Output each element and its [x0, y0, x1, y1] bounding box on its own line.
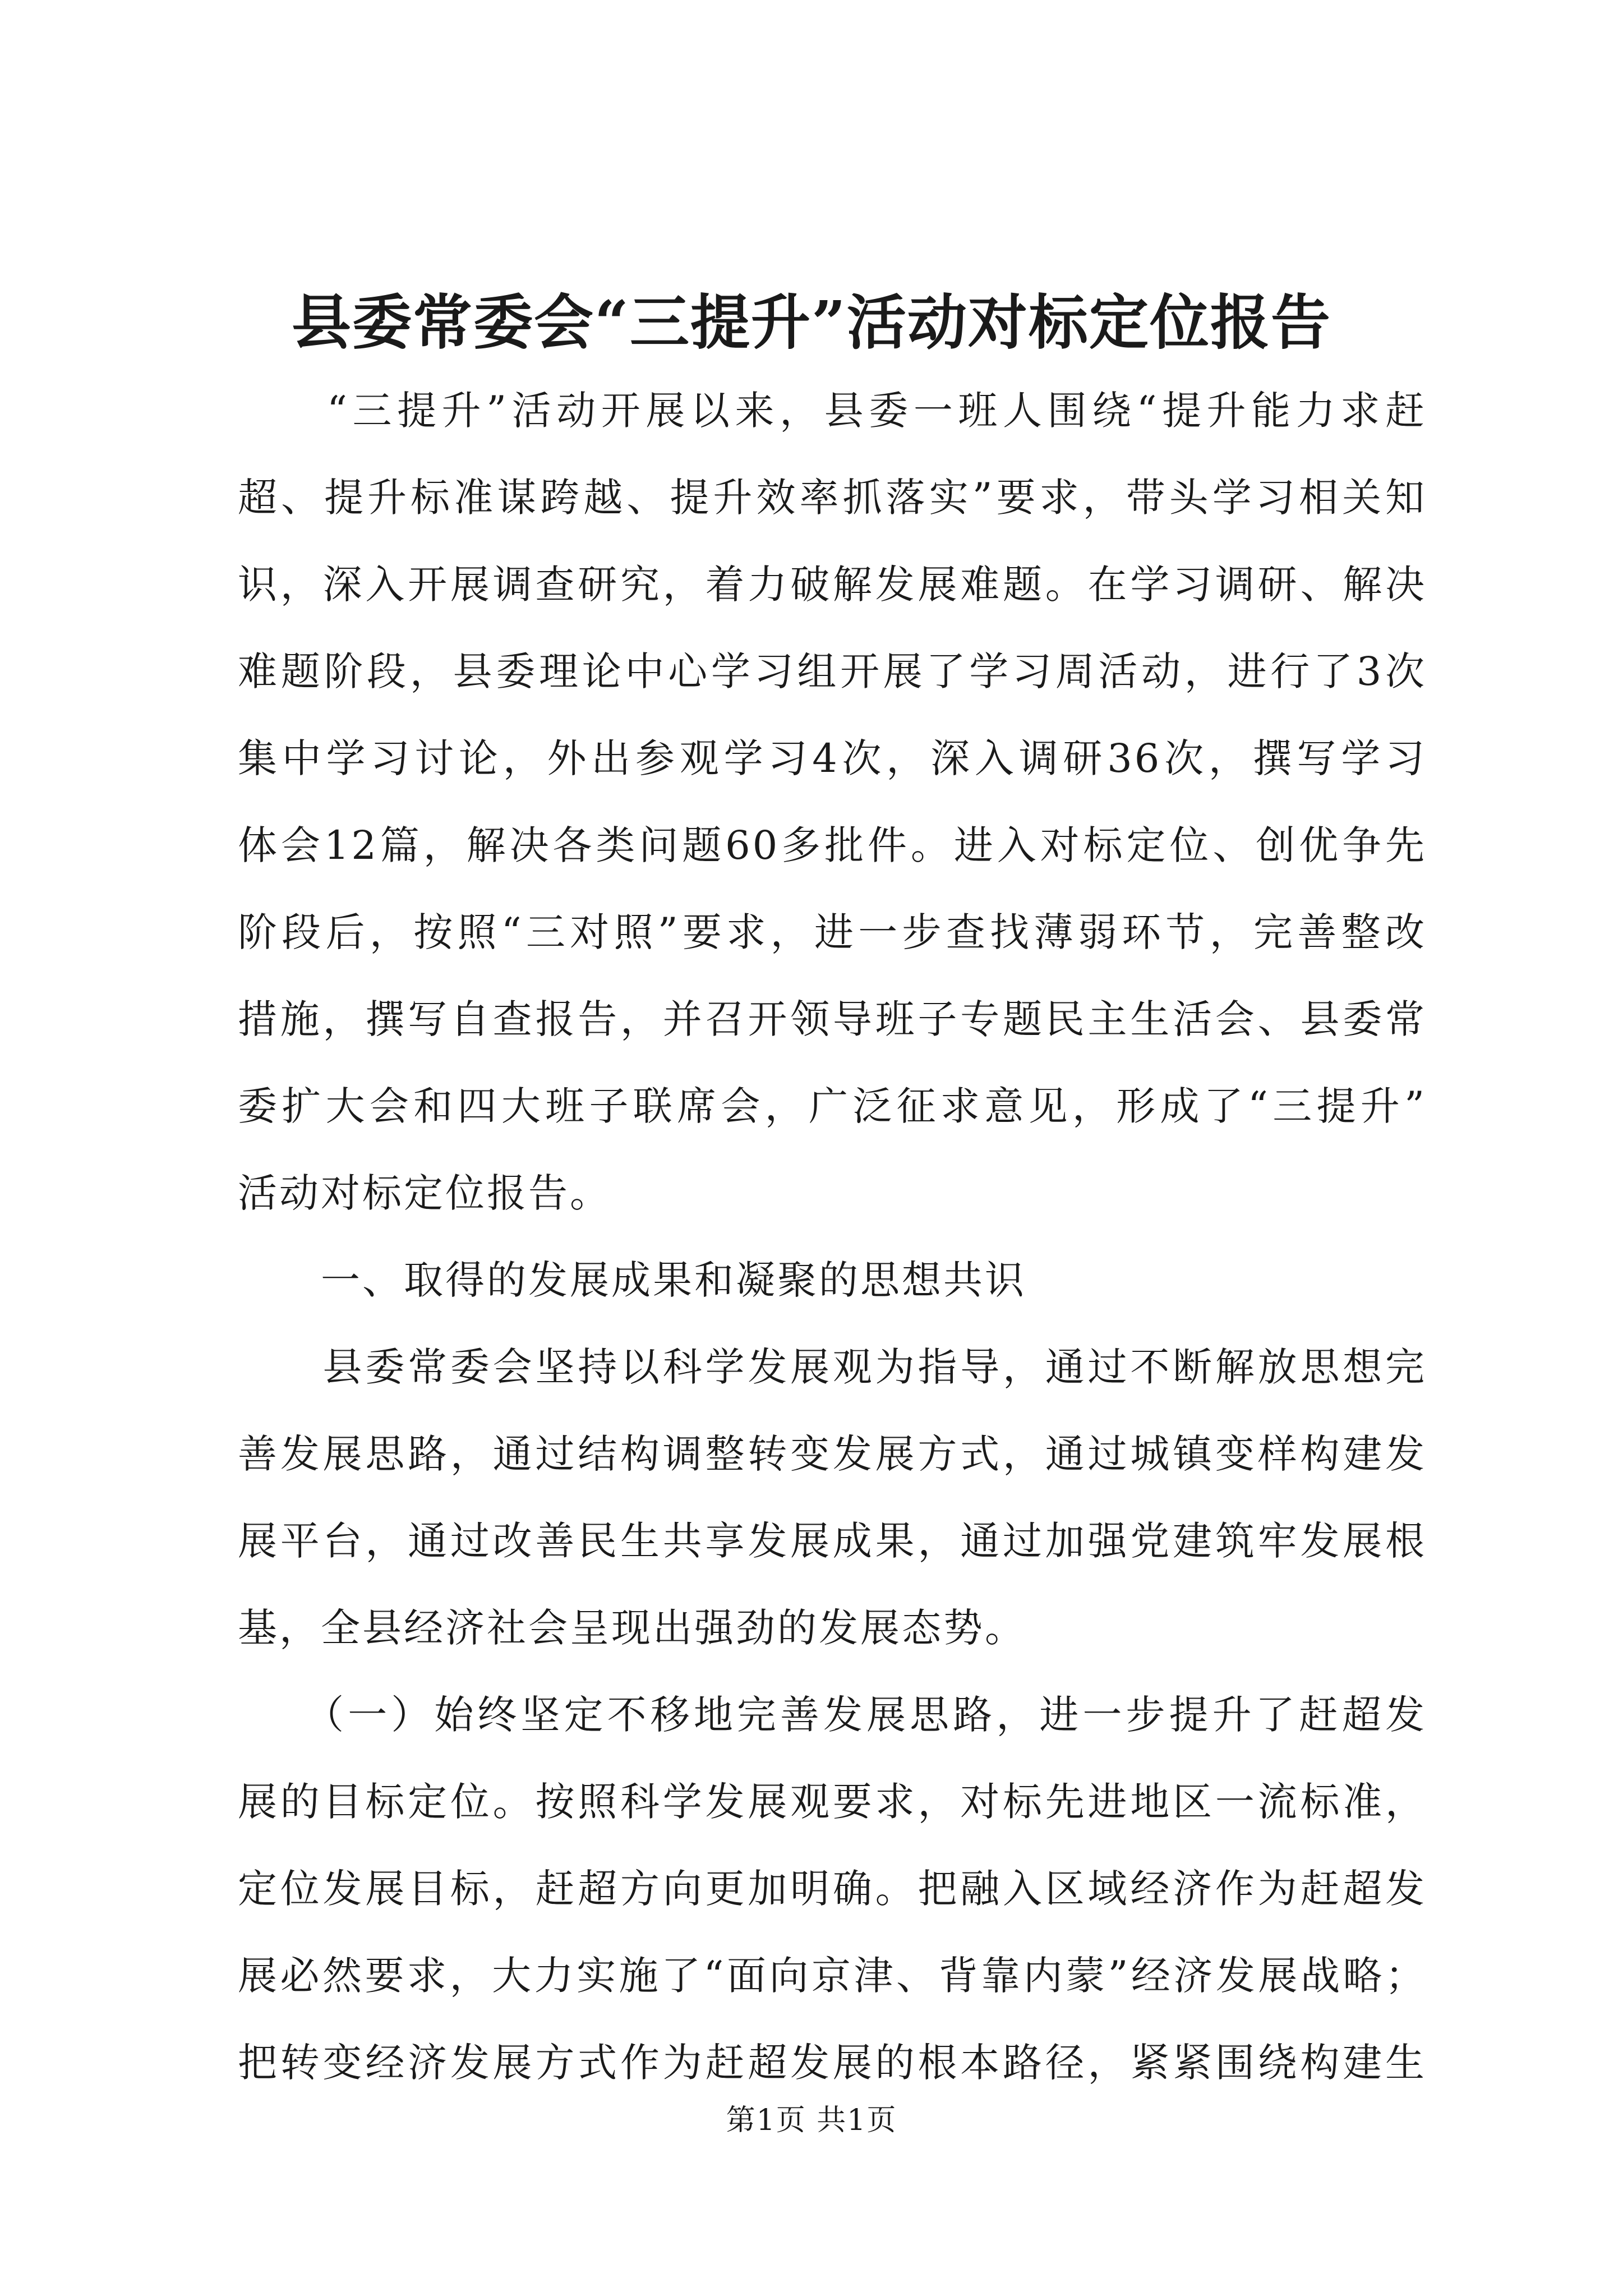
section-heading: 一、取得的发展成果和凝聚的思想共识: [238, 1257, 1026, 1303]
paragraph-line: 活动对标定位报告。: [238, 1170, 611, 1216]
paragraph-line: 难题阶段，县委理论中心学习组开展了学习周活动，进行了3次: [238, 648, 1427, 694]
paragraph-line: 体会12篇，解决各类问题60多批件。进入对标定位、创优争先: [238, 822, 1427, 868]
paragraph-line: 把转变经济发展方式作为赶超发展的根本路径，紧紧围绕构建生: [238, 2040, 1427, 2086]
paragraph-line: 阶段后，按照“三对照”要求，进一步查找薄弱环节，完善整改: [238, 909, 1427, 955]
document-title: 县委常委会“三提升”活动对标定位报告: [292, 287, 1331, 357]
paragraph-line: （一）始终坚定不移地完善发展思路，进一步提升了赶超发: [238, 1692, 1427, 1738]
paragraph-line: 县委常委会坚持以科学发展观为指导，通过不断解放思想完: [238, 1344, 1427, 1390]
paragraph-line: 展必然要求，大力实施了“面向京津、背靠内蒙”经济发展战略；: [238, 1953, 1427, 1999]
document-body: [238, 367, 1427, 2106]
paragraph-line: 委扩大会和四大班子联席会，广泛征求意见，形成了“三提升”: [238, 1083, 1427, 1129]
paragraph-line: 展的目标定位。按照科学发展观要求，对标先进地区一流标准，: [238, 1779, 1427, 1825]
paragraph-line: 定位发展目标，赶超方向更加明确。把融入区域经济作为赶超发: [238, 1866, 1427, 1912]
paragraph-line: 措施，撰写自查报告，并召开领导班子专题民主生活会、县委常: [238, 996, 1427, 1042]
paragraph-line: 基，全县经济社会呈现出强劲的发展态势。: [238, 1605, 1026, 1651]
paragraph-line: 集中学习讨论，外出参观学习4次，深入调研36次，撰写学习: [238, 735, 1427, 781]
paragraph-line: 善发展思路，通过结构调整转变发展方式，通过城镇变样构建发: [238, 1431, 1427, 1477]
paragraph-line: 识，深入开展调查研究，着力破解发展难题。在学习调研、解决: [238, 562, 1427, 608]
page-number-footer: 第1页 共1页: [726, 2104, 897, 2137]
paragraph-line: 展平台，通过改善民生共享发展成果，通过加强党建筑牢发展根: [238, 1518, 1427, 1564]
paragraph-line: 超、提升标准谋跨越、提升效率抓落实”要求，带头学习相关知: [238, 475, 1427, 521]
paragraph-line: “三提升”活动开展以来，县委一班人围绕“提升能力求赶: [238, 388, 1427, 434]
